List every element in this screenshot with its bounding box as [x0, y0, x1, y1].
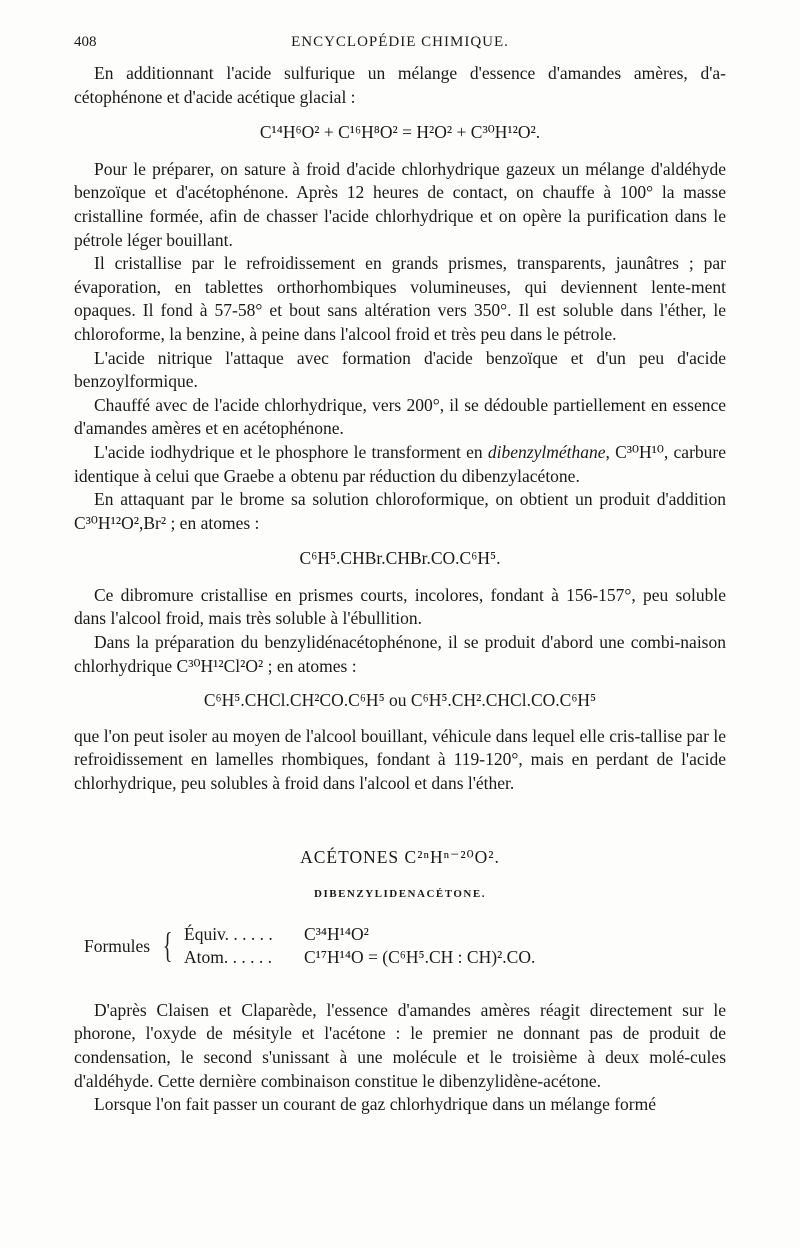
paragraph: Dans la préparation du benzylidénacétophénone, il se produit d'abord une combi-naison chlorhydrique C³⁰H¹²Cl²O² ; en atomes : — [74, 632, 726, 676]
equiv-row — [184, 923, 369, 947]
paragraph: D'après Claisen et Claparède, l'essence d'amandes amères réagit directement sur le phorone, l'oxyde de mésityle et l'acétone : le premier ne donnant pas de produit de condensation, le second s'unissant à une molécule et le troisième à deux molé-cules d'aldéhyde. Cette dernière combinaison constitue le dibenzylidène-acétone. — [74, 999, 726, 1091]
paragraph: En attaquant par le brome sa solution chloroformique, on obtient un produit d'addition C³⁰H¹²O²,Br² ; en atomes : — [74, 489, 726, 533]
paragraph — [74, 441, 726, 488]
equiv-label: Équiv. . . . . . — [184, 923, 273, 944]
page-body — [74, 62, 726, 1117]
atom-label: Atom. . . . . . — [184, 946, 272, 967]
equation: C⁶H⁵.CHBr.CHBr.CO.C⁶H⁵. — [299, 548, 501, 569]
paragraph: L'acide nitrique l'attaque avec formation d'acide benzoïque et d'un peu d'acide benzoylformique. — [74, 347, 726, 392]
paragraph: Chauffé avec de l'acide chlorhydrique, vers 200°, il se dédouble partiellement en essence d'amandes amères et en acétophénone. — [74, 394, 726, 439]
text-run: L'acide iodhydrique et le phosphore le transforment en — [94, 441, 488, 462]
page-number: 408 — [74, 34, 97, 50]
equation: C⁶H⁵.CHCl.CH²CO.C⁶H⁵ ou C⁶H⁵.CH².CHCl.CO.C⁶H⁵ — [203, 690, 597, 711]
paragraph: En additionnant l'acide sulfurique un mélange d'essence d'amandes amères, d'a-cétophénone et d'acide acétique glacial : — [74, 63, 726, 107]
atom-row — [184, 946, 535, 970]
running-header — [74, 34, 726, 54]
running-title: ENCYCLOPÉDIE CHIMIQUE. — [291, 34, 509, 50]
section-subtitle: DIBENZYLIDENACÉTONE. — [314, 888, 486, 901]
paragraph: Lorsque l'on fait passer un courant de gaz chlorhydrique dans un mélange formé — [94, 1094, 656, 1115]
brace-icon: { — [162, 924, 173, 965]
atom-value: C¹⁷H¹⁴O = (C⁶H⁵.CH : CH)².CO. — [304, 946, 536, 967]
equation: C¹⁴H⁶O² + C¹⁶H⁸O² = H²O² + C³⁰H¹²O². — [259, 122, 541, 143]
text-run: , C³⁰H¹⁰, carbure identique à celui que Graebe a obtenu par réduction du dibenzylacétone. — [74, 441, 726, 486]
paragraph: que l'on peut isoler au moyen de l'alcool bouillant, véhicule dans lequel elle cris-tallise par le refroidissement en lamelles rhombiques, fondant à 119-120°, mais en perdant de l'acide chlorhydrique, peu solubles à froid dans l'alcool et dans l'éther. — [74, 725, 726, 794]
italic-term: dibenzylméthane — [487, 441, 606, 462]
formules-label: Formules — [84, 935, 151, 956]
paragraph: Ce dibromure cristallise en prismes courts, incolores, fondant à 156-157°, peu soluble dans l'alcool froid, mais très soluble à l'ébullition. — [74, 584, 726, 629]
formulas-block — [74, 923, 726, 971]
paragraph: Pour le préparer, on sature à froid d'acide chlorhydrique gazeux un mélange d'aldéhyde benzoïque et d'acétophénone. Après 12 heures de contact, on chauffe à 100° la masse cristalline formée, afin de chasser l'acide chlorhydrique et on opère la purification dans le pétrole léger bouillant. — [74, 158, 726, 250]
section-title: ACÉTONES C²ⁿHⁿ⁻²⁰O². — [300, 846, 500, 867]
paragraph: Il cristallise par le refroidissement en grands prismes, transparents, jaunâtres ; par évaporation, en tablettes orthorhombiques volumineuses, qui deviennent lente-ment opaques. Il fond à 57-58° et bout sans altération vers 350°. Il est soluble dans l'éther, le chloroforme, la benzine, à peine dans l'alcool froid et très peu dans le pétrole. — [74, 253, 726, 344]
equiv-value: C³⁴H¹⁴O² — [304, 923, 369, 944]
